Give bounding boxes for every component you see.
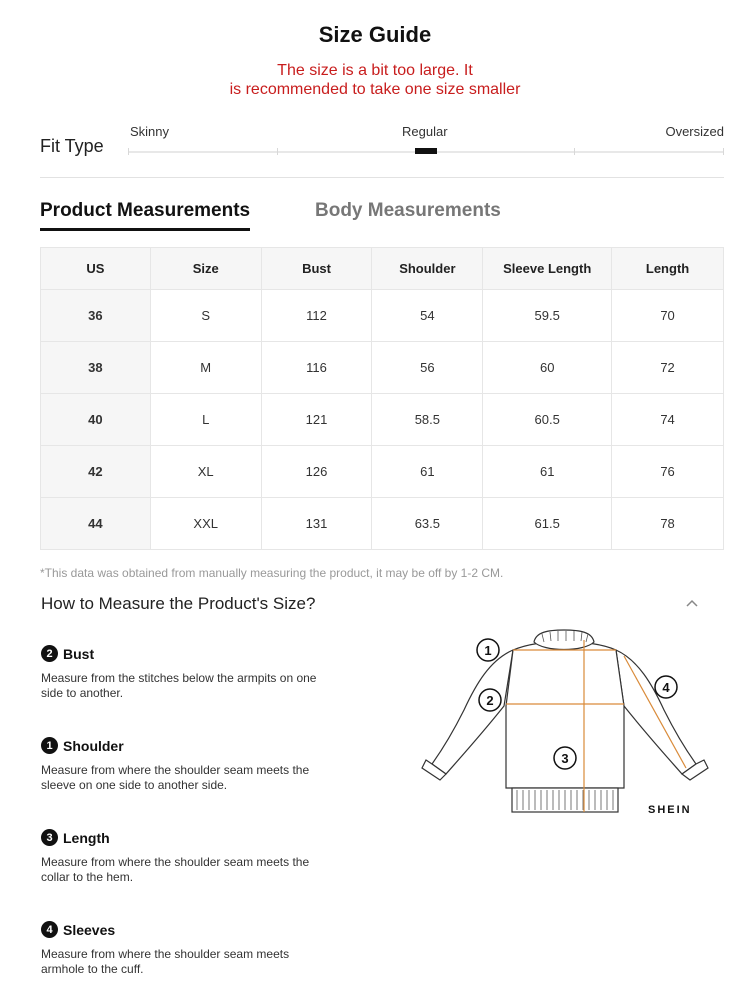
column-header-sleeve-length: Sleeve Length [483, 248, 612, 290]
column-header-shoulder: Shoulder [372, 248, 483, 290]
number-badge-icon: 3 [41, 829, 58, 846]
marker-4-icon [655, 676, 677, 698]
sweater-measurement-diagram [420, 628, 710, 828]
cell-shoulder: 54 [372, 290, 483, 342]
measure-description-line: side to another. [41, 686, 124, 700]
cell-shoulder: 63.5 [372, 498, 483, 550]
cell-us: 44 [41, 498, 151, 550]
cell-us: 40 [41, 394, 151, 446]
tab-product-measurements[interactable]: Product Measurements [40, 200, 250, 231]
sweater-right-sleeve [616, 650, 696, 774]
measure-item-description [41, 855, 341, 885]
cell-length: 78 [612, 498, 724, 550]
cell-size: XL [150, 446, 261, 498]
table-row [41, 342, 724, 394]
sweater-collar [534, 630, 594, 650]
cell-sleeve-length: 59.5 [483, 290, 612, 342]
marker-label: 1 [484, 643, 492, 658]
number-badge-icon: 4 [41, 921, 58, 938]
measure-item-bust [41, 645, 361, 701]
cell-size: L [150, 394, 261, 446]
sweater-left-sleeve [432, 650, 513, 774]
tab-body-measurements[interactable]: Body Measurements [315, 200, 501, 221]
fit-selected-marker [415, 148, 437, 154]
how-to-measure-title: How to Measure the Product's Size? [41, 594, 316, 613]
number-badge-icon: 1 [41, 737, 58, 754]
fit-type-label: Fit Type [40, 136, 104, 156]
column-header-size: Size [150, 248, 261, 290]
fit-option-skinny: Skinny [130, 124, 170, 139]
cell-length: 74 [612, 394, 724, 446]
measure-item-title: Bust [63, 645, 95, 662]
measure-description-line: armhole to the cuff. [41, 962, 144, 976]
measure-item-title: Shoulder [63, 737, 124, 754]
fit-type-scale [128, 122, 724, 162]
cell-sleeve-length: 60.5 [483, 394, 612, 446]
section-divider [40, 177, 724, 178]
fit-scale-tick [574, 148, 575, 155]
cell-length: 70 [612, 290, 724, 342]
cell-us: 36 [41, 290, 151, 342]
measure-item-title: Length [63, 829, 110, 846]
cell-size: S [150, 290, 261, 342]
marker-label: 2 [486, 693, 494, 708]
cell-us: 38 [41, 342, 151, 394]
brand-logo: SHEIN [648, 804, 692, 816]
measure-item-description [41, 947, 341, 977]
table-row [41, 394, 724, 446]
cell-us: 42 [41, 446, 151, 498]
cell-shoulder: 58.5 [372, 394, 483, 446]
measure-description-line: Measure from where the shoulder seam meets the [41, 763, 310, 777]
measure-description-line: Measure from the stitches below the armpits on one [41, 671, 317, 685]
column-header-bust: Bust [261, 248, 372, 290]
measure-item-length [41, 829, 361, 885]
column-header-length: Length [612, 248, 724, 290]
fit-scale-tick [128, 148, 129, 155]
cell-bust: 121 [261, 394, 372, 446]
measure-item-description [41, 671, 341, 701]
measure-description-line: Measure from where the shoulder seam meets [41, 947, 290, 961]
cell-shoulder: 61 [372, 446, 483, 498]
size-recommendation [0, 61, 750, 99]
cell-bust: 131 [261, 498, 372, 550]
size-table [40, 247, 724, 550]
marker-label: 4 [662, 680, 670, 695]
measure-description-line: sleeve on one side to another side. [41, 778, 228, 792]
table-header-row [41, 248, 724, 290]
cell-sleeve-length: 60 [483, 342, 612, 394]
column-header-us: US [41, 248, 151, 290]
page-title: Size Guide [318, 22, 432, 47]
size-recommendation-line-1: The size is a bit too large. It [277, 62, 473, 79]
measure-description-line: Measure from where the shoulder seam meets the [41, 855, 310, 869]
size-recommendation-line-2: is recommended to take one size smaller [229, 81, 521, 98]
measure-item-title: Sleeves [63, 921, 116, 938]
cell-length: 76 [612, 446, 724, 498]
fit-option-oversized: Oversized [665, 124, 724, 139]
fit-scale-tick [723, 148, 724, 155]
chevron-up-icon[interactable] [684, 597, 700, 611]
measure-item-shoulder [41, 737, 361, 793]
table-row [41, 290, 724, 342]
cell-size: M [150, 342, 261, 394]
cell-sleeve-length: 61 [483, 446, 612, 498]
marker-2-icon [479, 689, 501, 711]
marker-1-icon [477, 639, 499, 661]
fit-option-regular: Regular [402, 124, 448, 139]
measure-item-description [41, 763, 341, 793]
table-row [41, 498, 724, 550]
cell-shoulder: 56 [372, 342, 483, 394]
cell-size: XXL [150, 498, 261, 550]
number-badge-icon: 2 [41, 645, 58, 662]
cell-bust: 126 [261, 446, 372, 498]
cell-bust: 116 [261, 342, 372, 394]
measure-description-line: collar to the hem. [41, 870, 134, 884]
marker-3-icon [554, 747, 576, 769]
cell-length: 72 [612, 342, 724, 394]
marker-label: 3 [561, 751, 569, 766]
measurement-disclaimer: *This data was obtained from manually measuring the product, it may be off by 1-2 CM. [40, 566, 504, 580]
fit-scale-tick [277, 148, 278, 155]
table-row [41, 446, 724, 498]
measure-item-sleeves [41, 921, 361, 977]
cell-bust: 112 [261, 290, 372, 342]
cell-sleeve-length: 61.5 [483, 498, 612, 550]
